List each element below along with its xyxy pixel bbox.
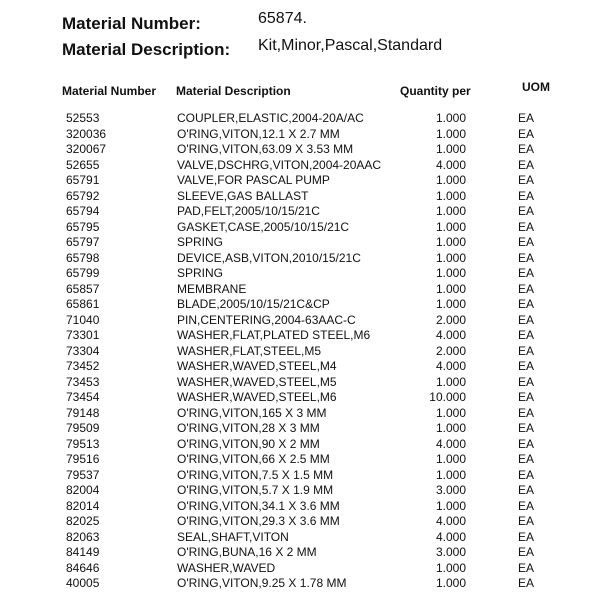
table-row (0, 328, 600, 344)
cell-quantity: 1.000 (435, 188, 466, 203)
cell-quantity: 1.000 (435, 498, 466, 513)
table-row (0, 251, 600, 267)
cell-quantity: 1.000 (435, 467, 466, 482)
table-row (0, 111, 600, 127)
cell-quantity: 1.000 (435, 111, 466, 125)
cell-uom: EA (518, 281, 535, 296)
cell-material-description: BLADE,2005/10/15/21C&CP (177, 297, 330, 311)
cell-quantity: 2.000 (435, 343, 466, 358)
table-row (0, 313, 600, 329)
material-number-label: Material Number: (62, 14, 201, 33)
table-row (0, 344, 600, 360)
material-number-value: 65874. (258, 10, 307, 27)
cell-quantity: 1.000 (435, 560, 466, 575)
cell-material-number: 52553 (66, 111, 100, 125)
cell-uom: EA (518, 467, 535, 482)
table-row (0, 235, 600, 251)
table-row (0, 220, 600, 236)
cell-material-description: PAD,FELT,2005/10/15/21C (177, 204, 320, 218)
cell-material-description: WASHER,FLAT,STEEL,M5 (177, 343, 322, 358)
cell-quantity: 3.000 (435, 545, 466, 559)
cell-uom: EA (518, 266, 535, 280)
cell-uom: EA (518, 343, 535, 358)
cell-material-number: 40005 (66, 576, 100, 590)
cell-material-description: O'RING,VITON,90 X 2 MM (177, 436, 320, 451)
table-row (0, 499, 600, 515)
cell-material-description: SEAL,SHAFT,VITON (177, 529, 289, 544)
cell-material-description: WASHER,WAVED,STEEL,M6 (177, 390, 337, 404)
cell-uom: EA (518, 359, 535, 373)
cell-material-number: 73304 (66, 343, 100, 358)
cell-material-description: PIN,CENTERING,2004-63AAC-C (177, 312, 356, 327)
cell-uom: EA (518, 126, 535, 141)
table-row (0, 189, 600, 205)
table-row (0, 266, 600, 282)
cell-uom: EA (518, 312, 535, 327)
cell-material-description: WASHER,WAVED (177, 560, 276, 575)
cell-material-number: 82014 (66, 498, 100, 513)
table-row (0, 576, 600, 592)
cell-uom: EA (518, 545, 535, 559)
cell-quantity: 1.000 (435, 281, 466, 296)
cell-material-description: WASHER,WAVED,STEEL,M4 (177, 359, 337, 373)
table-row (0, 359, 600, 375)
cell-uom: EA (518, 576, 535, 590)
cell-quantity: 3.000 (435, 483, 466, 497)
cell-quantity: 1.000 (435, 374, 466, 389)
table-row (0, 406, 600, 422)
column-header-description: Material Description (176, 84, 291, 98)
cell-material-description: O'RING,VITON,12.1 X 2.7 MM (177, 126, 340, 141)
cell-quantity: 1.000 (435, 142, 466, 156)
table-row (0, 142, 600, 158)
cell-material-number: 79516 (66, 452, 100, 466)
cell-uom: EA (518, 111, 535, 125)
cell-material-number: 65791 (66, 173, 100, 187)
cell-material-number: 73454 (66, 390, 100, 404)
cell-material-description: MEMBRANE (177, 281, 247, 296)
cell-material-number: 73301 (66, 328, 100, 342)
cell-quantity: 4.000 (435, 328, 466, 342)
cell-material-description: O'RING,VITON,5.7 X 1.9 MM (177, 483, 334, 497)
cell-uom: EA (518, 390, 535, 404)
cell-material-number: 65797 (66, 235, 100, 249)
cell-material-description: VALVE,DSCHRG,VITON,2004-20AAC (177, 157, 382, 172)
cell-uom: EA (518, 204, 535, 218)
cell-material-number: 65798 (66, 250, 100, 265)
cell-material-description: VALVE,FOR PASCAL PUMP (177, 173, 330, 187)
cell-quantity: 1.000 (435, 219, 466, 234)
table-row (0, 437, 600, 453)
cell-quantity: 1.000 (435, 576, 466, 590)
cell-uom: EA (518, 483, 535, 497)
table-row (0, 173, 600, 189)
cell-material-number: 82025 (66, 514, 100, 528)
cell-material-number: 320067 (66, 142, 107, 156)
table-row (0, 421, 600, 437)
table-row (0, 514, 600, 530)
cell-quantity: 1.000 (435, 405, 466, 420)
cell-quantity: 1.000 (435, 204, 466, 218)
table-row (0, 375, 600, 391)
cell-uom: EA (518, 188, 535, 203)
cell-material-number: 52655 (66, 157, 100, 172)
cell-quantity: 4.000 (435, 529, 466, 544)
cell-material-number: 84149 (66, 545, 100, 559)
cell-uom: EA (518, 250, 535, 265)
cell-uom: EA (518, 560, 535, 575)
material-description-label: Material Description: (62, 40, 231, 59)
cell-quantity: 1.000 (435, 266, 466, 280)
cell-uom: EA (518, 514, 535, 528)
table-row (0, 530, 600, 546)
cell-quantity: 4.000 (435, 157, 466, 172)
cell-quantity: 1.000 (435, 250, 466, 265)
table-row (0, 297, 600, 313)
cell-uom: EA (518, 235, 535, 249)
table-row (0, 127, 600, 143)
cell-material-number: 65799 (66, 266, 100, 280)
cell-material-number: 65795 (66, 219, 100, 234)
parts-table (0, 111, 600, 592)
cell-material-description: SPRING (177, 235, 224, 249)
table-row (0, 282, 600, 298)
cell-uom: EA (518, 173, 535, 187)
cell-uom: EA (518, 219, 535, 234)
cell-quantity: 1.000 (435, 452, 466, 466)
cell-material-description: SPRING (177, 266, 224, 280)
cell-uom: EA (518, 328, 535, 342)
cell-material-description: O'RING,VITON,7.5 X 1.5 MM (177, 467, 334, 482)
table-row (0, 158, 600, 174)
column-header-number: Material Number (62, 84, 157, 98)
cell-quantity: 2.000 (435, 312, 466, 327)
column-header-uom: UOM (522, 80, 550, 94)
cell-material-number: 79537 (66, 467, 100, 482)
cell-material-description: O'RING,VITON,63.09 X 3.53 MM (177, 142, 354, 156)
cell-material-description: O'RING,VITON,165 X 3 MM (177, 405, 327, 420)
cell-material-number: 84646 (66, 560, 100, 575)
cell-uom: EA (518, 529, 535, 544)
cell-uom: EA (518, 405, 535, 420)
cell-uom: EA (518, 498, 535, 513)
cell-material-description: O'RING,VITON,9.25 X 1.78 MM (177, 576, 347, 590)
cell-material-description: SLEEVE,GAS BALLAST (177, 188, 309, 203)
cell-material-number: 65794 (66, 204, 100, 218)
cell-material-number: 320036 (66, 126, 107, 141)
cell-material-description: WASHER,FLAT,PLATED STEEL,M6 (177, 328, 371, 342)
cell-material-description: GASKET,CASE,2005/10/15/21C (177, 219, 350, 234)
table-row (0, 561, 600, 577)
cell-material-description: O'RING,BUNA,16 X 2 MM (177, 545, 317, 559)
cell-material-description: O'RING,VITON,29.3 X 3.6 MM (177, 514, 340, 528)
cell-material-number: 73453 (66, 374, 100, 389)
material-description-value: Kit,Minor,Pascal,Standard (258, 37, 443, 54)
cell-uom: EA (518, 452, 535, 466)
cell-quantity: 4.000 (435, 514, 466, 528)
cell-uom: EA (518, 374, 535, 389)
cell-material-description: WASHER,WAVED,STEEL,M5 (177, 374, 337, 389)
cell-quantity: 10.000 (429, 390, 466, 404)
cell-quantity: 1.000 (435, 126, 466, 141)
cell-material-description: COUPLER,ELASTIC,2004-20A/AC (177, 111, 364, 125)
cell-uom: EA (518, 142, 535, 156)
cell-material-number: 65792 (66, 188, 100, 203)
table-row (0, 483, 600, 499)
cell-material-number: 79148 (66, 405, 100, 420)
cell-quantity: 1.000 (435, 235, 466, 249)
cell-material-number: 71040 (66, 312, 100, 327)
cell-material-description: DEVICE,ASB,VITON,2010/15/21C (177, 250, 361, 265)
table-row (0, 390, 600, 406)
table-row (0, 468, 600, 484)
cell-material-number: 73452 (66, 359, 100, 373)
cell-material-description: O'RING,VITON,28 X 3 MM (177, 421, 320, 435)
cell-quantity: 4.000 (435, 436, 466, 451)
table-row (0, 204, 600, 220)
cell-quantity: 4.000 (435, 359, 466, 373)
table-row (0, 545, 600, 561)
cell-quantity: 1.000 (435, 173, 466, 187)
cell-material-number: 65861 (66, 297, 100, 311)
cell-material-number: 65857 (66, 281, 100, 296)
cell-material-description: O'RING,VITON,66 X 2.5 MM (177, 452, 330, 466)
table-row (0, 452, 600, 468)
column-header-quantity: Quantity per (400, 84, 471, 98)
cell-uom: EA (518, 297, 535, 311)
cell-uom: EA (518, 157, 535, 172)
cell-material-description: O'RING,VITON,34.1 X 3.6 MM (177, 498, 340, 513)
cell-material-number: 82004 (66, 483, 100, 497)
cell-material-number: 79509 (66, 421, 100, 435)
cell-uom: EA (518, 421, 535, 435)
cell-quantity: 1.000 (435, 297, 466, 311)
cell-material-number: 82063 (66, 529, 100, 544)
cell-uom: EA (518, 436, 535, 451)
cell-quantity: 1.000 (435, 421, 466, 435)
cell-material-number: 79513 (66, 436, 100, 451)
